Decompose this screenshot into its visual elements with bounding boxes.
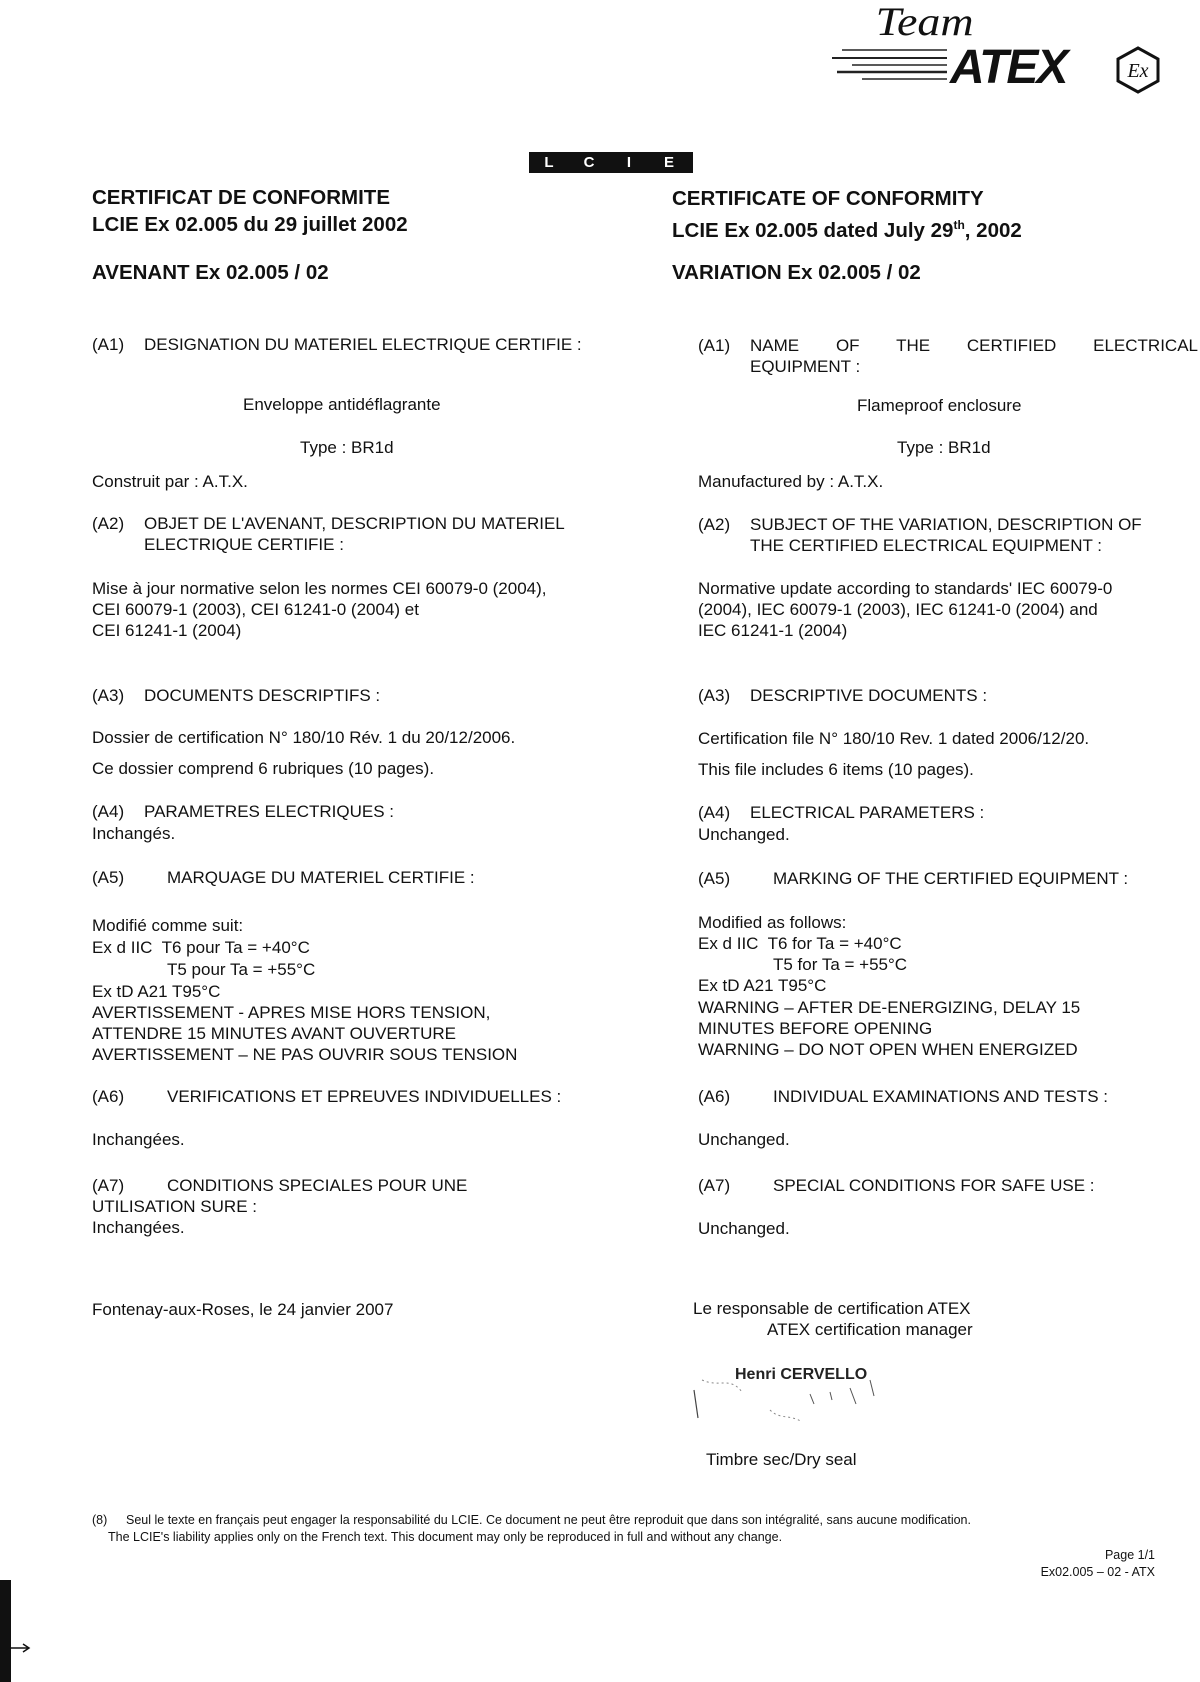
- section-title: OBJET DE L'AVENANT, DESCRIPTION DU MATERIEL: [144, 514, 565, 533]
- en-variation: VARIATION Ex 02.005 / 02: [672, 261, 921, 284]
- section-title: PARAMETRES ELECTRIQUES :: [144, 802, 395, 821]
- fr-a7-text: Inchangées.: [92, 1218, 185, 1237]
- en-a5-line: WARNING – AFTER DE-ENERGIZING, DELAY 15: [698, 998, 1081, 1017]
- en-a5-line: Ex tD A21 T95°C: [698, 976, 827, 995]
- en-builder: Manufactured by : A.T.X.: [698, 472, 884, 491]
- fr-a1: [92, 334, 582, 355]
- fr-a5-line: AVERTISSEMENT - APRES MISE HORS TENSION,: [92, 1003, 491, 1022]
- section-label: (A4): [698, 803, 731, 822]
- en-product: Flameproof enclosure: [857, 396, 1022, 415]
- section-title: MARKING OF THE CERTIFIED EQUIPMENT :: [773, 869, 1129, 888]
- fr-a3-text: Dossier de certification N° 180/10 Rév. 1 du 20/12/2006.: [92, 728, 516, 747]
- section-label: (A7): [698, 1176, 731, 1195]
- fr-a7-title-cont: UTILISATION SURE :: [92, 1197, 257, 1216]
- fr-a4-text: Inchangés.: [92, 824, 176, 843]
- en-a3-text: Certification file N° 180/10 Rev. 1 dated 2006/12/20.: [698, 729, 1090, 748]
- section-title: MARQUAGE DU MATERIEL CERTIFIE :: [167, 868, 475, 887]
- section-label: (A3): [698, 686, 731, 705]
- section-title: INDIVIDUAL EXAMINATIONS AND TESTS :: [773, 1087, 1109, 1106]
- section-label: (A6): [698, 1087, 731, 1106]
- section-title: SPECIAL CONDITIONS FOR SAFE USE :: [773, 1176, 1095, 1195]
- en-ref-main: LCIE Ex 02.005 dated July 29: [672, 218, 954, 242]
- team-atex-logo: [832, 0, 1192, 100]
- section-label: (A6): [92, 1087, 125, 1106]
- fr-a5-line: Ex d IIC T6 pour Ta = +40°C: [92, 938, 310, 957]
- en-a5-line: MINUTES BEFORE OPENING: [698, 1019, 933, 1038]
- lcie-letter: E: [663, 154, 674, 171]
- section-label: (A2): [698, 515, 731, 534]
- fr-ref: LCIE Ex 02.005 du 29 juillet 2002: [92, 213, 408, 236]
- logo-atex-text: ATEX: [950, 41, 1067, 94]
- fr-a6-text: Inchangées.: [92, 1130, 185, 1149]
- ex-mark-text: Ex: [1127, 60, 1149, 82]
- section-label: (A7): [92, 1176, 125, 1195]
- fr-a5-line: ATTENDRE 15 MINUTES AVANT OUVERTURE: [92, 1024, 456, 1043]
- fr-type: Type : BR1d: [300, 438, 394, 457]
- dry-seal-label: Timbre sec/Dry seal: [706, 1450, 857, 1469]
- fr-product: Enveloppe antidéflagrante: [243, 395, 441, 414]
- section-label: (A1): [92, 335, 125, 354]
- en-ref-sup: th: [953, 218, 965, 232]
- section-label: (A3): [92, 686, 125, 705]
- fr-a2-title-cont: ELECTRIQUE CERTIFIE :: [144, 535, 344, 554]
- lcie-logo: [529, 152, 693, 173]
- en-a7: [698, 1175, 1094, 1196]
- lcie-letter: L: [544, 154, 554, 171]
- en-title: CERTIFICATE OF CONFORMITY: [672, 187, 984, 210]
- fr-a3: [92, 685, 380, 706]
- document-ref: Ex02.005 – 02 - ATX: [1040, 1565, 1155, 1579]
- en-a6-text: Unchanged.: [698, 1130, 790, 1149]
- fr-a5: [92, 867, 475, 888]
- en-a2-text: Normative update according to standards' IEC 60079-0: [698, 579, 1113, 598]
- en-a4-text: Unchanged.: [698, 825, 790, 844]
- signature-name: Henri CERVELLO: [735, 1366, 868, 1383]
- section-title: ELECTRICAL PARAMETERS :: [750, 803, 985, 822]
- scan-edge-mark: [0, 1580, 11, 1682]
- fr-a2-text: CEI 61241-1 (2004): [92, 621, 242, 640]
- fr-a2-text: Mise à jour normative selon les normes CEI 60079-0 (2004),: [92, 579, 547, 598]
- en-a3-text: This file includes 6 items (10 pages).: [698, 760, 974, 779]
- fr-a3-text: Ce dossier comprend 6 rubriques (10 pages).: [92, 759, 435, 778]
- page-number: Page 1/1: [1104, 1548, 1155, 1562]
- fr-a2-text: CEI 60079-1 (2003), CEI 61241-0 (2004) et: [92, 600, 419, 619]
- en-a2-text: (2004), IEC 60079-1 (2003), IEC 61241-0 (2004) and: [698, 600, 1098, 619]
- en-a1-title-cont: EQUIPMENT :: [750, 357, 861, 376]
- en-a5-line: Ex d IIC T6 for Ta = +40°C: [698, 934, 902, 953]
- section-label: (A1): [698, 336, 731, 355]
- section-label: (A5): [92, 868, 125, 887]
- lcie-letter: C: [583, 154, 595, 171]
- section-title: SUBJECT OF THE VARIATION, DESCRIPTION OF: [750, 515, 1142, 534]
- fr-a5-line: T5 pour Ta = +55°C: [167, 960, 316, 979]
- footer-fr-text: Seul le texte en français peut engager la responsabilité du LCIE. Ce document ne peut être reproduit que dans son intégralité, sans aucune modification.: [126, 1513, 971, 1527]
- section-title: DESCRIPTIVE DOCUMENTS :: [750, 686, 988, 705]
- en-a7-text: Unchanged.: [698, 1219, 790, 1238]
- en-a5-line: T5 for Ta = +55°C: [773, 955, 908, 974]
- section-title: CONDITIONS SPECIALES POUR UNE: [167, 1176, 468, 1195]
- footer-note-en: The LCIE's liability applies only on the French text. This document may only be reproduced in full and without any change.: [108, 1530, 783, 1544]
- logo-speed-lines: [832, 46, 952, 86]
- en-a2-text: IEC 61241-1 (2004): [698, 621, 848, 640]
- en-type: Type : BR1d: [897, 438, 991, 457]
- en-ref: [672, 212, 1022, 244]
- place-date: Fontenay-aux-Roses, le 24 janvier 2007: [92, 1300, 394, 1319]
- section-title: NAME OF THE CERTIFIED ELECTRICAL: [750, 336, 1198, 355]
- en-a2-title-cont: THE CERTIFIED ELECTRICAL EQUIPMENT :: [750, 536, 1103, 555]
- fr-a5-line: AVERTISSEMENT – NE PAS OUVRIR SOUS TENSION: [92, 1045, 518, 1064]
- footer-label: (8): [92, 1513, 108, 1527]
- en-a2: [698, 514, 1142, 535]
- arrow-icon: [11, 1642, 33, 1654]
- section-title: DOCUMENTS DESCRIPTIFS :: [144, 686, 381, 705]
- logo-team-text: Team: [875, 0, 974, 44]
- fr-title: CERTIFICAT DE CONFORMITE: [92, 186, 390, 209]
- section-label: (A5): [698, 869, 731, 888]
- en-a5: [698, 868, 1128, 889]
- fr-a7: [92, 1175, 467, 1196]
- en-a3: [698, 685, 987, 706]
- fr-a4: [92, 801, 394, 822]
- fr-builder: Construit par : A.T.X.: [92, 472, 248, 491]
- section-title: VERIFICATIONS ET EPREUVES INDIVIDUELLES :: [167, 1087, 562, 1106]
- lcie-letter: I: [626, 154, 632, 171]
- signer-title-en: ATEX certification manager: [767, 1320, 973, 1339]
- ex-hexagon-icon: [1114, 46, 1162, 94]
- footer-note-fr: [92, 1512, 971, 1529]
- fr-a5-line: Ex tD A21 T95°C: [92, 982, 221, 1001]
- en-a1: [698, 335, 1198, 356]
- section-label: (A2): [92, 514, 125, 533]
- section-title: DESIGNATION DU MATERIEL ELECTRIQUE CERTIFIE :: [144, 335, 582, 354]
- fr-a2: [92, 513, 565, 534]
- signer-title-fr: Le responsable de certification ATEX: [693, 1299, 971, 1318]
- en-a5-intro: Modified as follows:: [698, 913, 847, 932]
- en-a5-line: WARNING – DO NOT OPEN WHEN ENERGIZED: [698, 1040, 1078, 1059]
- en-a4: [698, 802, 984, 823]
- fr-avenant: AVENANT Ex 02.005 / 02: [92, 261, 329, 284]
- fr-a6: [92, 1086, 561, 1107]
- signature-scribble: [690, 1370, 930, 1430]
- en-ref-year: , 2002: [964, 218, 1022, 242]
- fr-a5-intro: Modifié comme suit:: [92, 916, 244, 935]
- section-label: (A4): [92, 802, 125, 821]
- en-a6: [698, 1086, 1108, 1107]
